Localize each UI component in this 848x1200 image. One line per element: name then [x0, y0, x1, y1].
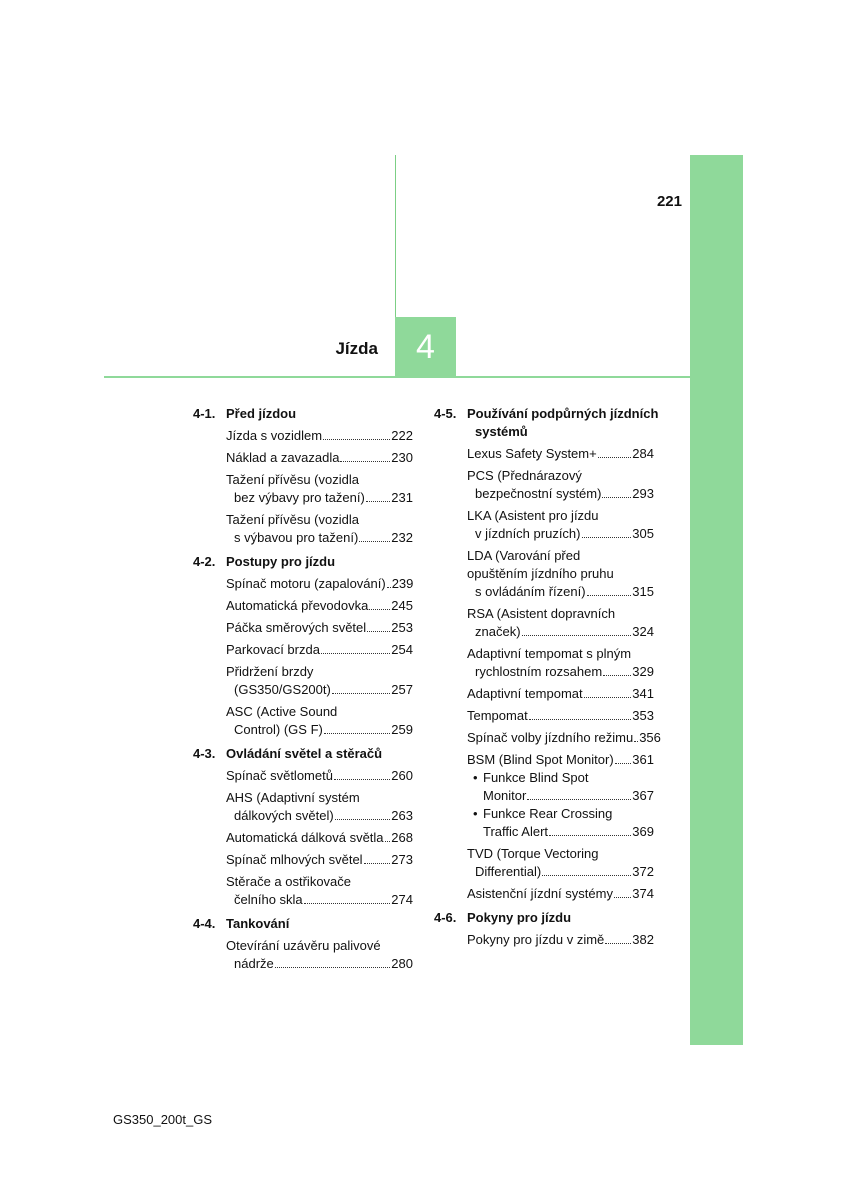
toc-entry-title: s výbavou pro tažení)	[234, 530, 359, 545]
toc-page-number: 369	[632, 824, 654, 839]
toc-entry[interactable]	[226, 703, 413, 739]
toc-entry-line: Tažení přívěsu (vozidla	[226, 472, 359, 487]
leader-dots	[582, 525, 632, 538]
toc-section-title-line: Ovládání světel a stěračů	[226, 746, 383, 761]
toc-entry-last-line	[467, 885, 654, 903]
toc-entry-line: ASC (Active Sound	[226, 704, 338, 719]
leader-dots	[603, 663, 631, 676]
leader-dots	[323, 427, 390, 440]
toc-page-number: 263	[391, 808, 413, 823]
toc-page-number: 341	[632, 686, 654, 701]
leader-dots	[275, 955, 391, 968]
toc-entry[interactable]	[467, 605, 654, 641]
toc-entry-title: rychlostním rozsahem	[475, 664, 603, 679]
toc-page-number: 239	[391, 576, 414, 591]
toc-column-right	[434, 405, 661, 955]
toc-entry[interactable]	[467, 445, 654, 463]
toc-entry-title: BSM (Blind Spot Monitor)	[467, 752, 614, 767]
toc-entry-line: RSA (Asistent dopravních	[467, 606, 616, 621]
page-number: 221	[656, 193, 682, 210]
section-gap	[193, 977, 413, 979]
toc-section-heading[interactable]	[193, 405, 413, 423]
toc-entry[interactable]	[467, 931, 654, 949]
toc-entry-line: AHS (Adaptivní systém	[226, 790, 360, 805]
toc-entry-line: Stěrače a ostřikovače	[226, 874, 352, 889]
toc-page-number: 232	[391, 530, 413, 545]
toc-entry-last-line	[473, 787, 654, 805]
toc-section-title	[226, 915, 413, 933]
leader-dots	[367, 619, 390, 632]
toc-sub-entry[interactable]	[467, 805, 654, 841]
toc-section-number: 4-5.	[434, 406, 457, 421]
leader-dots	[359, 529, 390, 542]
leader-dots	[334, 767, 390, 780]
toc-sub-entry-line: • Funkce Blind Spot	[473, 770, 589, 785]
toc-entry[interactable]	[226, 641, 413, 659]
toc-entry-title: Asistenční jízdní systémy	[467, 886, 613, 901]
toc-entry-title: s ovládáním řízení)	[475, 584, 586, 599]
toc-sub-entry-line: • Funkce Rear Crossing	[473, 806, 613, 821]
leader-dots	[369, 597, 390, 610]
toc-page-number: 257	[391, 682, 413, 697]
toc-entry-last-line	[226, 449, 413, 467]
leader-dots	[385, 829, 391, 842]
toc-entry-last-line	[467, 685, 654, 703]
toc-section-title-line: Postupy pro jízdu	[226, 554, 336, 569]
toc-entry-last-line	[226, 681, 413, 699]
chapter-title: Jízda	[335, 339, 378, 358]
chapter-number: 4	[416, 327, 435, 366]
toc-entry[interactable]	[226, 449, 413, 467]
toc-entry-title: Monitor	[483, 788, 527, 803]
toc-section-title	[226, 745, 413, 763]
toc-entry[interactable]	[467, 507, 654, 543]
toc-section-title-line: Pokyny pro jízdu	[467, 910, 572, 925]
toc-entry-last-line	[467, 623, 654, 641]
toc-entry[interactable]	[467, 547, 654, 601]
toc-entry-last-line	[467, 583, 654, 601]
toc-entry-line: Adaptivní tempomat s plným	[467, 646, 632, 661]
toc-page-number: 280	[391, 956, 413, 971]
toc-entry[interactable]	[467, 751, 654, 841]
leader-dots	[321, 641, 390, 654]
toc-entry[interactable]	[226, 937, 413, 973]
chapter-side-tab	[690, 155, 743, 1045]
toc-entry-title: Náklad a zavazadla	[226, 450, 340, 465]
leader-dots	[584, 685, 632, 698]
toc-entry-title: Spínač motoru (zapalování)	[226, 576, 386, 591]
toc-entry-last-line	[226, 575, 413, 593]
toc-entry-last-line	[473, 823, 654, 841]
leader-dots	[335, 807, 391, 820]
toc-page-number: 253	[391, 620, 413, 635]
toc-page-number: 315	[632, 584, 654, 599]
bullet-icon: •	[473, 806, 478, 821]
leader-dots	[542, 863, 631, 876]
toc-page-number: 329	[632, 664, 654, 679]
toc-section-title-line: Před jízdou	[226, 406, 297, 421]
toc-entry-last-line	[226, 597, 413, 615]
leader-dots	[605, 931, 631, 944]
toc-page-number: 260	[391, 768, 413, 783]
toc-page-number: 245	[391, 598, 413, 613]
toc-entry-line: LKA (Asistent pro jízdu	[467, 508, 599, 523]
toc-section-number: 4-3.	[193, 746, 216, 761]
toc-section-heading[interactable]	[193, 915, 413, 933]
toc-page-number: 259	[391, 722, 413, 737]
toc-page-number: 231	[391, 490, 413, 505]
leader-dots	[364, 851, 391, 864]
toc-page-number: 324	[632, 624, 654, 639]
toc-entry[interactable]	[226, 789, 413, 825]
section-gap	[434, 953, 654, 955]
leader-dots	[598, 445, 632, 458]
toc-section-title	[226, 405, 413, 423]
toc-entry-last-line	[467, 729, 661, 747]
toc-section-title	[467, 909, 654, 927]
toc-page-number: 361	[632, 752, 654, 767]
toc-page-number: 222	[391, 428, 413, 443]
toc-entry-title: nádrže	[234, 956, 274, 971]
toc-sub-entry[interactable]	[467, 769, 654, 805]
toc-column-left	[193, 405, 413, 979]
toc-entry-title: Páčka směrových světel	[226, 620, 367, 635]
toc-entry-last-line	[467, 751, 654, 769]
bullet-icon: •	[473, 770, 478, 785]
toc-page-number: 356	[639, 730, 661, 745]
toc-entry-title: Spínač mlhových světel	[226, 852, 363, 867]
toc-entry-title: Parkovací brzda	[226, 642, 320, 657]
toc-entry-last-line	[226, 619, 413, 637]
toc-section-title-line: Používání podpůrných jízdních	[467, 406, 659, 421]
toc-entry-last-line	[226, 891, 413, 909]
toc-entry-last-line	[226, 955, 413, 973]
toc-entry-title: Automatická převodovka	[226, 598, 369, 613]
leader-dots	[332, 681, 390, 694]
toc-entry[interactable]	[467, 645, 654, 681]
toc-entry-line: opuštěním jízdního pruhu	[467, 566, 614, 581]
toc-entry-title: Automatická dálková světla	[226, 830, 384, 845]
toc-entry-title: Pokyny pro jízdu v zimě	[467, 932, 605, 947]
toc-section-title-line: Tankování	[226, 916, 290, 931]
toc-entry-title: Control) (GS F)	[234, 722, 323, 737]
toc-entry[interactable]	[226, 829, 413, 847]
toc-entry-last-line	[467, 863, 654, 881]
toc-page-number: 367	[632, 788, 654, 803]
footer-model-code: GS350_200t_GS	[113, 1112, 213, 1127]
toc-entry-last-line	[226, 489, 413, 507]
toc-entry[interactable]	[467, 845, 654, 881]
chapter-number-box	[395, 317, 456, 377]
leader-dots	[340, 449, 390, 462]
toc-entry-title: Traffic Alert	[483, 824, 549, 839]
toc-entry-title: dálkových světel)	[234, 808, 334, 823]
toc-entry-title: bezpečnostní systém)	[475, 486, 602, 501]
toc-section-number: 4-4.	[193, 916, 216, 931]
toc-section-title-line: systémů	[475, 424, 528, 439]
leader-dots	[549, 823, 631, 836]
toc-page-number: 382	[632, 932, 654, 947]
toc-entry-title: v jízdních pruzích)	[475, 526, 581, 541]
toc-section-number: 4-2.	[193, 554, 216, 569]
toc-entry-last-line	[226, 721, 413, 739]
toc-entry-title: Adaptivní tempomat	[467, 686, 583, 701]
toc-entry-last-line	[467, 485, 654, 503]
toc-entry[interactable]	[226, 471, 413, 507]
toc-page-number: 268	[391, 830, 413, 845]
toc-entry-title: Differential)	[475, 864, 542, 879]
toc-section-number: 4-6.	[434, 910, 457, 925]
leader-dots	[522, 623, 632, 636]
toc-entry-last-line	[467, 525, 654, 543]
toc-page-number: 230	[391, 450, 413, 465]
toc-section-title	[467, 405, 658, 441]
toc-entry[interactable]	[226, 767, 413, 785]
toc-entry-title: Spínač volby jízdního režimu	[467, 730, 634, 745]
toc-entry[interactable]	[226, 663, 413, 699]
toc-entry-last-line	[467, 445, 654, 463]
toc-section-heading[interactable]	[193, 745, 413, 763]
toc-entry-last-line	[467, 931, 654, 949]
toc-entry[interactable]	[226, 427, 413, 445]
leader-dots	[304, 891, 391, 904]
toc-entry[interactable]	[226, 619, 413, 637]
toc-entry-line: Otevírání uzávěru palivové	[226, 938, 381, 953]
toc-page-number: 284	[632, 446, 654, 461]
toc-entry[interactable]	[226, 851, 413, 869]
toc-page-number: 274	[391, 892, 413, 907]
toc-section-heading[interactable]	[193, 553, 413, 571]
leader-dots	[387, 575, 391, 588]
toc-entry[interactable]	[226, 873, 413, 909]
toc-entry-title: Spínač světlometů	[226, 768, 333, 783]
toc-entry-last-line	[467, 707, 654, 725]
toc-entry[interactable]	[467, 885, 654, 903]
toc-entry[interactable]	[226, 597, 413, 615]
toc-entry[interactable]	[467, 467, 654, 503]
toc-entry-line: Tažení přívěsu (vozidla	[226, 512, 359, 527]
toc-page-number: 305	[632, 526, 654, 541]
leader-dots	[587, 583, 632, 596]
toc-entry-last-line	[226, 767, 413, 785]
toc-section-number: 4-1.	[193, 406, 216, 421]
toc-section-heading[interactable]	[434, 405, 659, 441]
toc-entry-last-line	[226, 851, 413, 869]
toc-entry-title: (GS350/GS200t)	[234, 682, 331, 697]
toc-section-heading[interactable]	[434, 909, 654, 927]
toc-entry-last-line	[226, 529, 413, 547]
leader-dots	[529, 707, 632, 720]
leader-dots	[602, 485, 631, 498]
toc-entry-title: značek)	[475, 624, 521, 639]
toc-entry[interactable]	[467, 707, 654, 725]
toc-entry-last-line	[226, 641, 413, 659]
toc-entry-last-line	[226, 427, 413, 445]
toc-entry[interactable]	[226, 511, 413, 547]
toc-entry-title: Tempomat	[467, 708, 528, 723]
leader-dots	[324, 721, 390, 734]
toc-page-number: 273	[391, 852, 413, 867]
toc-entry-line: PCS (Přednárazový	[467, 468, 582, 483]
toc-entry-title: Lexus Safety System+	[467, 446, 597, 461]
toc-entry[interactable]	[467, 685, 654, 703]
toc-entry-last-line	[226, 829, 413, 847]
toc-entry-line: TVD (Torque Vectoring	[467, 846, 599, 861]
toc-entry-last-line	[226, 807, 413, 825]
toc-entry-title: Jízda s vozidlem	[226, 428, 323, 443]
toc-entry-last-line	[467, 663, 654, 681]
toc-entry-line: Přidržení brzdy	[226, 664, 314, 679]
toc-entry-title: čelního skla	[234, 892, 303, 907]
leader-dots	[614, 885, 631, 898]
toc-page-number: 374	[632, 886, 654, 901]
toc-entry-title: bez výbavy pro tažení)	[234, 490, 365, 505]
leader-dots	[634, 729, 638, 742]
toc-page-number: 353	[632, 708, 654, 723]
toc-page-number: 254	[391, 642, 413, 657]
leader-dots	[615, 751, 632, 764]
leader-dots	[527, 787, 631, 800]
toc-entry-line: LDA (Varování před	[467, 548, 581, 563]
toc-entry[interactable]	[226, 575, 413, 593]
toc-page-number: 293	[632, 486, 654, 501]
toc-entry[interactable]	[467, 729, 661, 747]
leader-dots	[366, 489, 391, 502]
toc-page-number: 372	[632, 864, 654, 879]
toc-section-title	[226, 553, 413, 571]
